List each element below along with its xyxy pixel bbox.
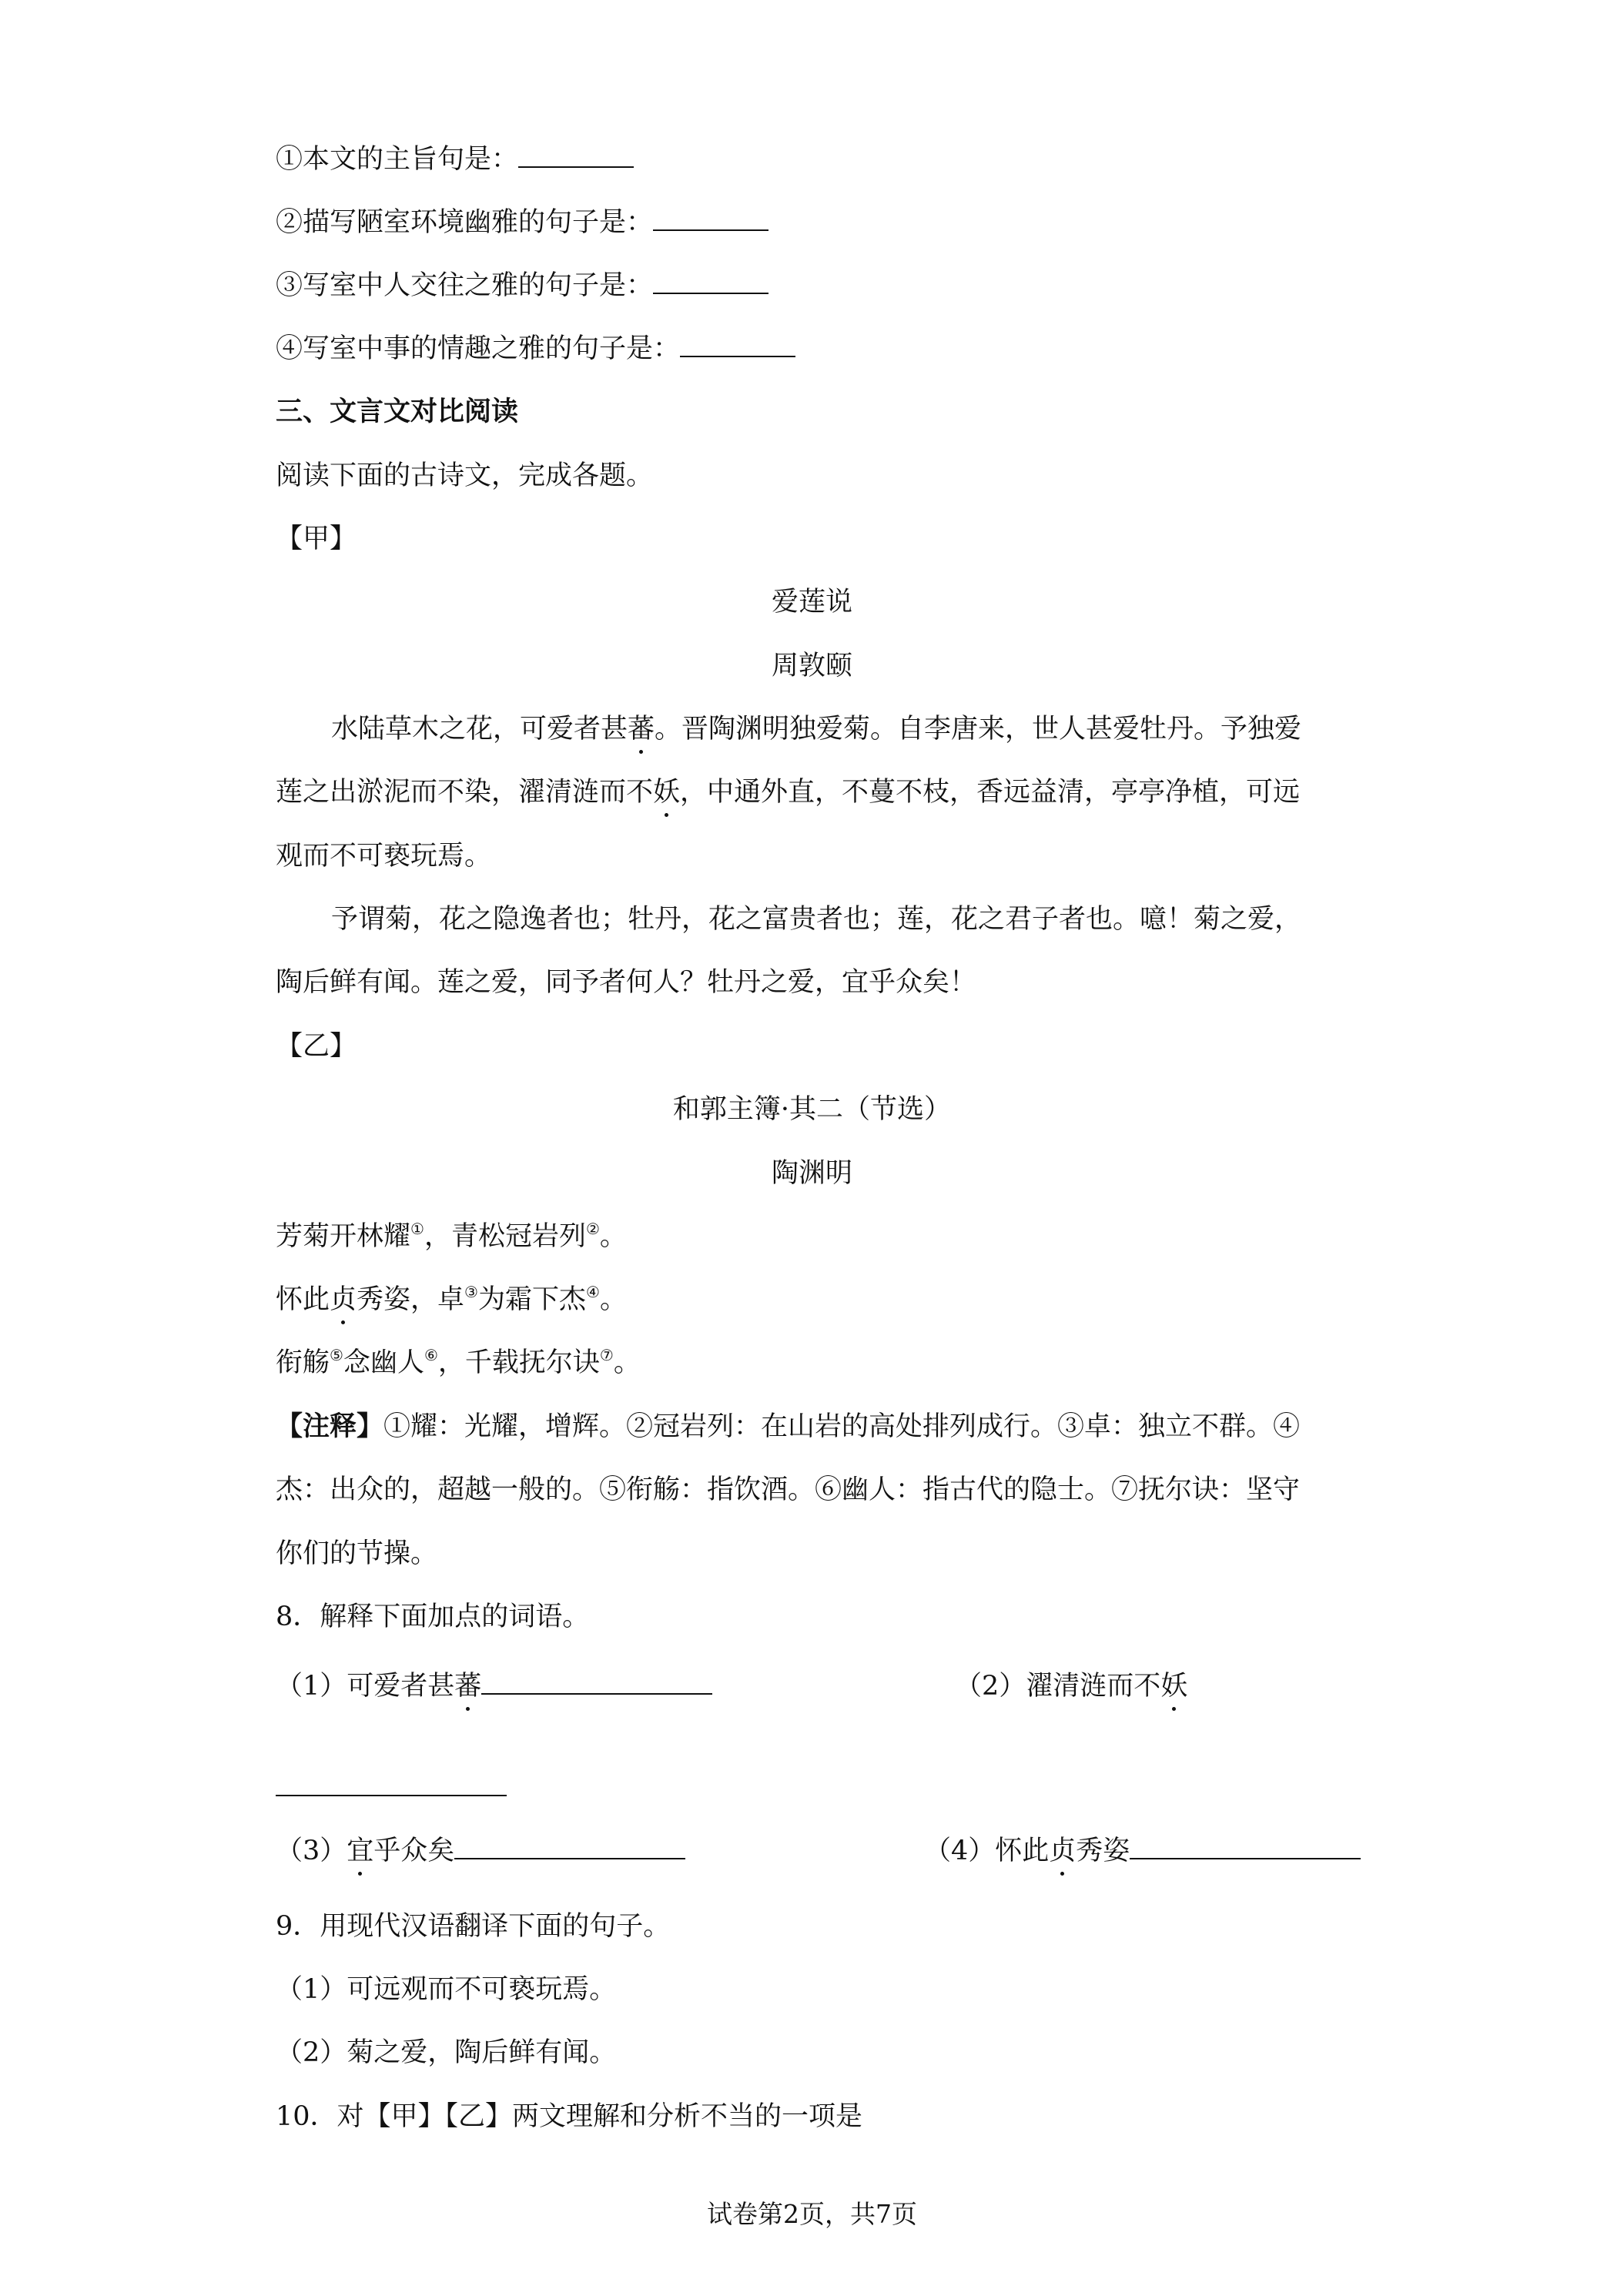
footnote-mark: ③ [464, 1283, 478, 1301]
question-9-stem: 9．用现代汉语翻译下面的句子。 [276, 1911, 671, 1942]
passage-title-jia: 爱莲说 [771, 587, 852, 618]
footnote-mark: ④ [586, 1283, 600, 1301]
answer-blank[interactable] [680, 333, 795, 357]
dotted-word: 贞 [1049, 1836, 1077, 1866]
dotted-word: 贞 [330, 1284, 357, 1315]
footnote-mark: ② [585, 1220, 600, 1238]
notes-line: 【注释】①耀：光耀，增辉。②冠岩列：在山岩的高处排列成行。③卓：独立不群。④ [276, 1411, 1301, 1442]
passage-label-jia: 【甲】 [276, 524, 357, 554]
q9-item-2: （2）菊之爱，陶后鲜有闻。 [276, 2037, 617, 2068]
poem-line: 芳菊开林耀①，青松冠岩列②。 [276, 1220, 627, 1252]
fill-question-1: ①本文的主旨句是： [276, 142, 634, 176]
passage-title-yi: 和郭主簿·其二（节选） [672, 1094, 952, 1125]
question-8-stem: 8．解释下面加点的词语。 [276, 1602, 590, 1632]
passage-line: 莲之出淤泥而不染，濯清涟而不妖，中通外直，不蔓不枝，香远益清，亭亭净植，可远 [276, 777, 1301, 808]
passage-line: 水陆草木之花，可爱者甚蕃。晋陶渊明独爱菊。自李唐来，世人甚爱牡丹。予独爱 [331, 714, 1302, 745]
answer-blank[interactable] [653, 269, 768, 294]
footnote-mark: ⑤ [330, 1346, 343, 1364]
page-footer: 试卷第2页，共7页 [707, 2199, 917, 2229]
poem-line: 怀此贞秀姿，卓③为霜下杰④。 [276, 1283, 627, 1315]
notes-line: 杰：出众的，超越一般的。⑤衔觞：指饮酒。⑥幽人：指古代的隐士。⑦抚尔诀：坚守 [276, 1474, 1301, 1505]
fill-question-2: ②描写陋室环境幽雅的句子是： [276, 206, 768, 239]
q8-item-4: （4）怀此贞秀姿 [924, 1834, 1361, 1868]
notes-label: 【注释】 [276, 1411, 384, 1442]
dotted-word: 妖 [1160, 1671, 1188, 1702]
fill-question-3: ③写室中人交往之雅的句子是： [276, 269, 768, 303]
answer-blank[interactable] [653, 206, 768, 231]
poem-line: 衔觞⑤念幽人⑥，千载抚尔诀⑦。 [276, 1346, 641, 1378]
q8-item-3: （3）宜乎众矣 [276, 1834, 685, 1868]
dotted-word: 宜 [347, 1836, 374, 1866]
dotted-word: 蕃 [454, 1671, 482, 1702]
dotted-word: 蕃 [628, 714, 655, 745]
q9-item-1: （1）可远观而不可亵玩焉。 [276, 1974, 617, 2005]
fill-question-4: ④写室中事的情趣之雅的句子是： [276, 332, 795, 366]
section-title: 三、文言文对比阅读 [276, 396, 519, 427]
notes-line: 你们的节操。 [276, 1538, 438, 1569]
passage-line: 陶后鲜有闻。莲之爱，同予者何人？牡丹之爱，宜乎众矣！ [276, 967, 977, 998]
answer-blank[interactable] [454, 1835, 685, 1859]
answer-blank[interactable] [518, 143, 634, 168]
passage-label-yi: 【乙】 [276, 1031, 357, 1062]
passage-author-yi: 陶渊明 [771, 1158, 852, 1189]
dotted-word: 妖 [653, 777, 681, 808]
footnote-mark: ⑥ [424, 1346, 438, 1364]
instruction: 阅读下面的古诗文，完成各题。 [276, 460, 654, 491]
answer-blank[interactable] [481, 1670, 712, 1695]
passage-author-jia: 周敦颐 [771, 651, 852, 681]
footnote-mark: ① [410, 1220, 424, 1238]
question-10-stem: 10．对【甲】【乙】两文理解和分析不当的一项是 [276, 2101, 863, 2132]
answer-blank[interactable] [276, 1793, 507, 1796]
passage-line: 观而不可亵玩焉。 [276, 841, 492, 872]
footnote-mark: ⑦ [599, 1346, 614, 1364]
q8-item-2: （2）濯清涟而不妖 [955, 1671, 1188, 1702]
q8-item-1: （1）可爱者甚蕃 [276, 1669, 712, 1703]
passage-line: 予谓菊，花之隐逸者也；牡丹，花之富贵者也；莲，花之君子者也。噫！菊之爱， [331, 904, 1302, 935]
answer-blank[interactable] [1130, 1835, 1361, 1859]
